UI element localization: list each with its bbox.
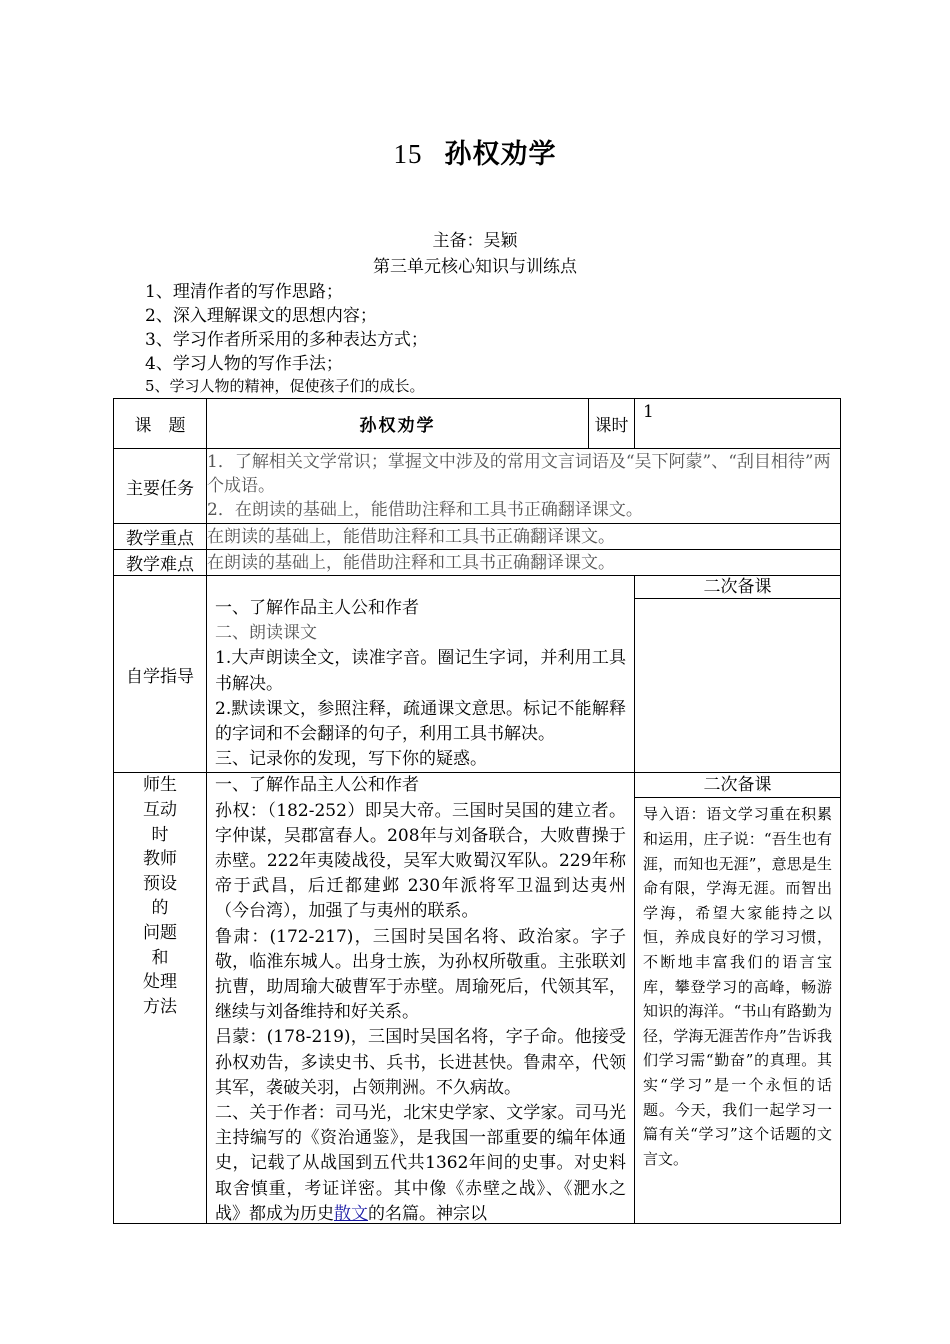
focus-value: 在朗读的基础上，能借助注释和工具书正确翻译课文。: [207, 524, 841, 550]
topic-label: 课 题: [114, 399, 207, 449]
unit-heading: 第三单元核心知识与训练点: [373, 257, 577, 277]
focus-label: 教学重点: [114, 524, 207, 550]
task-line: 2．在朗读的基础上，能借助注释和工具书正确翻译课文。: [207, 500, 643, 520]
goal-item: 3、学习作者所采用的多种表达方式；: [145, 330, 428, 350]
author-text: 二、关于作者：司马光，北宋史学家、文学家。司马光主持编写的《资治通鉴》，是我国一部重要的编年体通史，记载了从战国到五代共1362年间的史事。对史料取舍慎重，考证详密。其中像《赤壁之战》、《淝水之战》都成为历史: [215, 1103, 626, 1224]
selfstudy-label: 自学指导: [114, 576, 207, 773]
interaction-label-line: 处理: [143, 972, 177, 993]
second-prep-cell: [635, 576, 841, 773]
interaction-label-line: 互动: [143, 800, 177, 821]
page-title: [0, 132, 950, 171]
goal-item: 1、理清作者的写作思路；: [145, 282, 343, 302]
row-difficulty: [114, 550, 841, 576]
second-prep-cell-2: [635, 773, 841, 1224]
intro-text: 导入语：语文学习重在积累和运用，庄子说：“吾生也有涯，而知也无涯”，意思是生命有限，学海无涯。而智出学海，希望大家能持之以恒，养成良好的学习习惯，不断地丰富我们的语言宝库，攀登学习的高峰，畅游知识的海洋。“书山有路勤为径，学海无涯苦作舟”告诉我们学习需“勤奋”的真理。其实“学习”是一个永恒的话题。今天，我们一起学习一篇有关“学习”这个话题的文言文。: [643, 805, 832, 1168]
selfstudy-item: 2.默读课文，参照注释，疏通课文意思。标记不能解释的字词和不会翻译的句子，利用工具书解决。: [215, 698, 626, 745]
lesson-title: 孙权劝学: [444, 139, 557, 170]
row-topic: [114, 399, 841, 449]
selfstudy-item: 二、朗读课文: [215, 623, 317, 644]
interaction-label: [114, 773, 207, 1224]
tasks-content: [207, 449, 841, 524]
author-text-end: 的名篇。神宗以: [368, 1203, 487, 1224]
row-focus: [114, 524, 841, 550]
second-prep-label: 二次备课: [635, 576, 840, 599]
bio-sunquan: 孙权：（182-252）即吴大帝。三国时吴国的建立者。字仲谋，吴郡富春人。208年与刘备联合，大败曹操于赤壁。222年夷陵战役，吴军大败蜀汉军队。229年称帝于武昌，后迁都建邺 230年派将军卫温到达夷州（今台湾），加强了与夷州的联系。: [215, 800, 626, 922]
tasks-label: 主要任务: [114, 449, 207, 524]
selfstudy-content: [207, 576, 635, 773]
difficulty-value: 在朗读的基础上，能借助注释和工具书正确翻译课文。: [207, 550, 841, 576]
bio-lusu: 鲁肃：(172-217)，三国时吴国名将、政治家。字子敬，临淮东城人。出身士族，为孙权所敬重。主张联刘抗曹，助周瑜大破曹军于赤壁。周瑜死后，代领其军，继续与刘备维持和好关系。: [215, 926, 626, 1023]
interaction-label-line: 和: [151, 947, 169, 968]
second-prep-label-2: 二次备课: [635, 773, 840, 798]
interaction-label-line: 方法: [143, 996, 177, 1017]
selfstudy-item: 1.大声朗读全文，读准字音。圈记生字词，并利用工具书解决。: [215, 648, 626, 694]
difficulty-label: 教学难点: [114, 550, 207, 576]
topic-value: 孙权劝学: [207, 399, 589, 449]
row-selfstudy: [114, 576, 841, 773]
interaction-heading: 一、了解作品主人公和作者: [215, 775, 419, 796]
row-tasks: [114, 449, 841, 524]
interaction-label-line: 教师: [143, 849, 177, 870]
author-paragraph: [207, 1101, 634, 1223]
interaction-label-line: 的: [151, 898, 169, 919]
task-line: 1．了解相关文学常识；掌握文中涉及的常用文言词语及“吴下阿蒙”、“刮目相待”两个成语。: [207, 452, 831, 496]
period-label: 课时: [589, 399, 635, 449]
goal-item: 5、学习人物的精神，促使孩子们的成长。: [145, 377, 425, 395]
selfstudy-item: 三、记录你的发现，写下你的疑惑。: [215, 749, 487, 770]
period-value: 1: [635, 399, 841, 449]
interaction-label-line: 问题: [143, 922, 177, 943]
interaction-label-line: 时: [151, 824, 169, 845]
goal-item: 4、学习人物的写作手法；: [145, 354, 343, 374]
lesson-number: 15: [393, 139, 423, 169]
interaction-label-line: 预设: [143, 873, 177, 894]
row-interaction: [114, 773, 841, 1224]
interaction-content: [207, 773, 635, 1224]
selfstudy-item: 一、了解作品主人公和作者: [215, 598, 419, 618]
goal-item: 2、深入理解课文的思想内容；: [145, 306, 377, 326]
bio-lvmeng: 吕蒙：(178-219)，三国时吴国名将，字子命。他接受孙权劝告，多读史书、兵书，长进甚快。鲁肃卒，代领其军，袭破关羽，占领荆洲。不久病故。: [215, 1027, 626, 1098]
interaction-label-line: 师生: [143, 775, 177, 796]
prose-link[interactable]: 散文: [334, 1203, 368, 1224]
lesson-plan-table: [113, 398, 841, 1224]
preparer-line: 主备：吴颖: [432, 231, 518, 251]
